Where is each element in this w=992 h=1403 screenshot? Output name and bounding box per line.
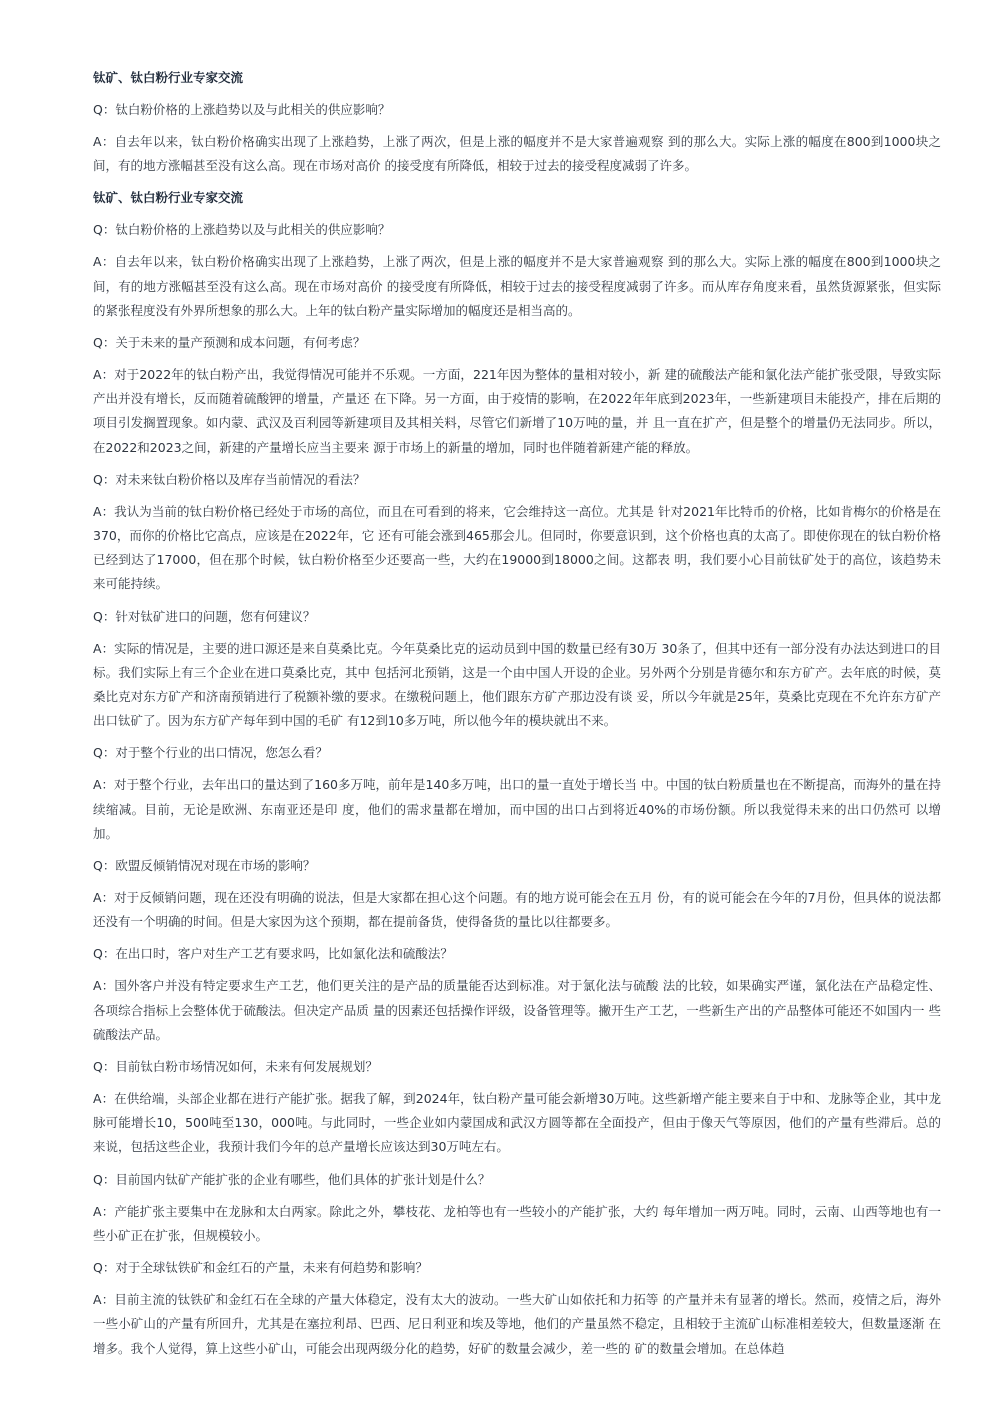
question: Q：钛白粉价格的上涨趋势以及与此相关的供应影响？ — [93, 102, 391, 117]
question: Q：欧盟反倾销情况对现在市场的影响？ — [93, 858, 316, 874]
section — [93, 186, 941, 1360]
section — [93, 66, 941, 178]
answer: A：自去年以来，钛白粉价格确实出现了上涨趋势，上涨了两次，但是上涨的幅度并不是大家普遍观察 到的那么大。实际上涨的幅度在800到1000块之间，有的地方涨幅甚至没有这么高。现在市场对高价 的接受度有所降低，相较于过去的接受程度减弱了许多。而从库存角度来看，虽然货源紧张，但实际 的紧张程度没有外界所想象的那么大。上年的钛白粉产量实际增加的幅度还是相当高的。 — [93, 254, 941, 318]
question: Q：对于整个行业的出口情况，您怎么看？ — [93, 745, 328, 761]
answer: A：国外客户并没有特定要求生产工艺，他们更关注的是产品的质量能否达到标准。对于氯化法与硫酸 法的比较，如果确实严谨，氯化法在产品稳定性、各项综合指标上会整体优于硫酸法。但决定产品质 量的因素还包括操作评级，设备管理等。撇开生产工艺，一些新生产出的产品整体可能还不如国内一 些硫酸法产品。 — [93, 978, 941, 1042]
document-content — [93, 66, 941, 1369]
question: Q：对未来钛白粉价格以及库存当前情况的看法？ — [93, 471, 366, 487]
section-title: 钛矿、钛白粉行业专家交流 — [93, 190, 244, 206]
question: Q：目前钛白粉市场情况如何，未来有何发展规划？ — [93, 1059, 378, 1075]
answer: A：对于整个行业，去年出口的量达到了160多万吨，前年是140多万吨，出口的量一直处于增长当 中。中国的钛白粉质量也在不断提高，而海外的量在持续缩减。目前，无论是欧洲、东南亚还是印 度，他们的需求量都在增加，而中国的出口占到将近40%的市场份额。所以我觉得未来的出口仍然可 以增加。 — [93, 777, 941, 841]
answer: A：对于2022年的钛白粉产出，我觉得情况可能并不乐观。一方面，221年因为整体的量相对较小，新 建的硫酸法产能和氯化法产能扩张受限，导致实际产出并没有增长，反而随着硫酸钾的增量，产量还 在下降。另一方面，由于疫情的影响，在2022年年底到2023年，一些新建项目未能投产，排在后期的 项目引发搁置现象。如内蒙、武汉及百利园等新建项目及其相关料，尽管它们新增了10万吨的量，并 且一直在扩产，但是整个的增量仍无法同步。所以，在2022和2023之间，新建的产量增长应当主要来 源于市场上的新量的增加，同时也伴随着新建产能的释放。 — [93, 367, 941, 455]
question: Q：关于未来的量产预测和成本问题，有何考虑？ — [93, 335, 366, 351]
section-title: 钛矿、钛白粉行业专家交流 — [93, 70, 244, 85]
answer: A：目前主流的钛铁矿和金红石在全球的产量大体稳定，没有太大的波动。一些大矿山如依托和力拓等 的产量并未有显著的增长。然而，疫情之后，海外一些小矿山的产量有所回升，尤其是在塞拉利昂、巴西、尼日利亚和埃及等地，他们的产量虽然不稳定，且相较于主流矿山标准相差较大，但数量逐渐 在增多。我个人觉得，算上这些小矿山，可能会出现两级分化的趋势，好矿的数量会减少，差一些的 矿的数量会增加。在总体趋 — [93, 1292, 941, 1356]
answer: A：自去年以来，钛白粉价格确实出现了上涨趋势，上涨了两次，但是上涨的幅度并不是大家普遍观察 到的那么大。实际上涨的幅度在800到1000块之间，有的地方涨幅甚至没有这么高。现在市场对高价 的接受度有所降低，相较于过去的接受程度减弱了许多。 — [93, 134, 941, 174]
question: Q：钛白粉价格的上涨趋势以及与此相关的供应影响？ — [93, 222, 391, 238]
question: Q：目前国内钛矿产能扩张的企业有哪些，他们具体的扩张计划是什么？ — [93, 1171, 491, 1187]
answer: A：产能扩张主要集中在龙脉和太白两家。除此之外，攀枝花、龙柏等也有一些较小的产能扩张，大约 每年增加一两万吨。同时，云南、山西等地也有一些小矿正在扩张，但规模较小。 — [93, 1203, 941, 1243]
answer: A：对于反倾销问题，现在还没有明确的说法，但是大家都在担心这个问题。有的地方说可能会在五月 份，有的说可能会在今年的7月份，但具体的说法都还没有一个明确的时间。但是大家因为这个预期，都在提前备货，使得备货的量比以往都要多。 — [93, 890, 941, 930]
answer: A：实际的情况是，主要的进口源还是来自莫桑比克。今年莫桑比克的运动员到中国的数量已经有30万 30条了，但其中还有一部分没有办法达到进口的目标。我们实际上有三个企业在进口莫桑比克，其中 包括河北预销，这是一个由中国人开设的企业。另外两个分别是肯德尔和东方矿产。去年底的时候，莫桑比克对东方矿产和济南预销进行了税额补缴的要求。在缴税问题上，他们跟东方矿产那边没有谈 妥，所以今年就是25年，莫桑比克现在不允许东方矿产出口钛矿了。因为东方矿产每年到中国的毛矿 有12到10多万吨，所以他今年的模块就出不来。 — [93, 640, 941, 729]
question: Q：针对钛矿进口的问题，您有何建议？ — [93, 608, 316, 624]
question: Q：在出口时，客户对生产工艺有要求吗，比如氯化法和硫酸法？ — [93, 946, 453, 962]
answer: A：在供给端，头部企业都在进行产能扩张。据我了解，到2024年，钛白粉产量可能会新增30万吨。这些新增产能主要来自于中和、龙脉等企业，其中龙脉可能增长10，500吨至130，000吨。与此同时，一些企业如内蒙国成和武汉方圆等都在全面投产，但由于像天气等原因，他们的产量有些滞后。总的 来说，包括这些企业，我预计我们今年的总产量增长应该达到30万吨左右。 — [93, 1091, 941, 1155]
question: Q：对于全球钛铁矿和金红石的产量，未来有何趋势和影响？ — [93, 1260, 428, 1276]
answer: A：我认为当前的钛白粉价格已经处于市场的高位，而且在可看到的将来，它会维持这一高位。尤其是 针对2021年比特币的价格，比如肯梅尔的价格是在370，而你的价格比它高点，应该是在2022年，它 还有可能会涨到465那会儿。但同时，你要意识到，这个价格也真的太高了。即使你现在的钛白粉价格 已经到达了17000，但在那个时候，钛白粉价格至少还要高一些，大约在19000到18000之间。这都表 明，我们要小心目前钛矿处于的高位，该趋势未来可能持续。 — [93, 503, 941, 592]
